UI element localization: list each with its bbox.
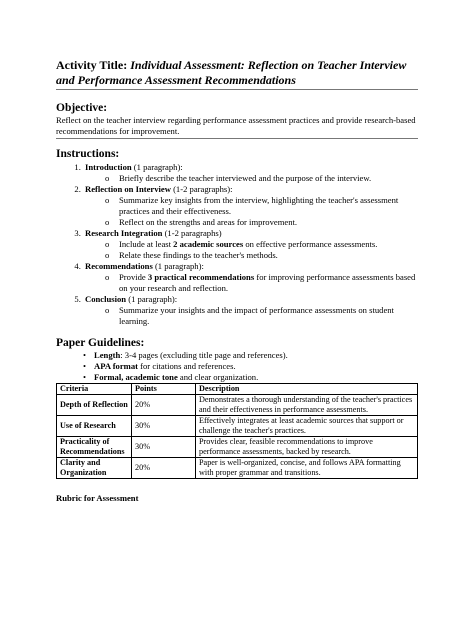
- sub-item: [105, 272, 418, 294]
- step-sublist: [85, 239, 418, 261]
- guideline-bold: APA format: [94, 361, 138, 371]
- instruction-step: [83, 184, 418, 228]
- bullet-icon: •: [83, 372, 87, 382]
- sub-text: Summarize key insights from the interview, highlighting the teacher's assessment practices and their effectiveness.: [119, 195, 399, 216]
- step-sublist: [85, 173, 418, 184]
- guideline-item: [83, 350, 418, 361]
- rubric-description: Paper is well-organized, concise, and follows APA formatting with proper grammar and transitions.: [196, 458, 418, 479]
- sub-item: [105, 173, 418, 184]
- instructions-heading: Instructions:: [56, 148, 120, 160]
- rubric-points: 20%: [132, 458, 196, 479]
- sub-text: Include at least: [119, 239, 174, 249]
- guidelines-list: [56, 350, 418, 383]
- title-prefix: Activity Title:: [56, 58, 131, 72]
- rubric-header-criteria: Criteria: [57, 384, 132, 395]
- sub-text-after: on effective performance assessments.: [243, 239, 378, 249]
- sub-text: Relate these findings to the teacher's methods.: [119, 250, 278, 260]
- guideline-item: [83, 372, 418, 383]
- hollow-bullet-icon: o: [105, 173, 110, 183]
- step-sublist: [85, 272, 418, 294]
- hollow-bullet-icon: o: [105, 239, 110, 249]
- objective-block: [56, 115, 418, 139]
- rubric-criteria: Use of Research: [57, 416, 132, 437]
- guideline-text: : 3-4 pages (excluding title page and references).: [120, 350, 288, 360]
- sub-text: Briefly describe the teacher interviewed and the purpose of the interview.: [119, 173, 372, 183]
- sub-item: [105, 217, 418, 228]
- rubric-header-description: Description: [196, 384, 418, 395]
- step-label: Recommendations: [85, 261, 153, 271]
- bullet-icon: •: [83, 350, 87, 360]
- rubric-body: [57, 395, 418, 479]
- rubric-table: [56, 383, 418, 479]
- instruction-step: [83, 261, 418, 294]
- rubric-header-points: Points: [132, 384, 196, 395]
- hollow-bullet-icon: o: [105, 250, 110, 260]
- sub-text: Summarize your insights and the impact of performance assessments on student learning.: [119, 305, 394, 326]
- sub-item: [105, 305, 418, 327]
- rubric-points: 20%: [132, 395, 196, 416]
- title-block: [56, 58, 418, 90]
- step-detail: (1 paragraph):: [131, 162, 183, 172]
- rubric-criteria: Depth of Reflection: [57, 395, 132, 416]
- step-detail: (1-2 paragraphs):: [170, 184, 233, 194]
- instruction-step: [83, 294, 418, 327]
- activity-title: [56, 58, 418, 88]
- sub-emphasis: 3 practical recommendations: [147, 272, 255, 282]
- sub-item: [105, 239, 418, 250]
- guideline-bold: Length: [94, 350, 121, 360]
- rubric-criteria: Practicality of Recommendations: [57, 437, 132, 458]
- bullet-icon: •: [83, 361, 87, 371]
- sub-emphasis: 2 academic sources: [173, 239, 244, 249]
- sub-item: [105, 250, 418, 261]
- rubric-description: Provides clear, feasible recommendations to improve performance assessments, backed by research.: [196, 437, 418, 458]
- rubric-row: [57, 395, 418, 416]
- guideline-text: and clear organization.: [177, 372, 259, 382]
- sub-text: Provide: [119, 272, 148, 282]
- step-detail: (1 paragraph):: [152, 261, 204, 271]
- instructions-list: [56, 162, 418, 327]
- hollow-bullet-icon: o: [105, 217, 110, 227]
- rubric-description: Demonstrates a thorough understanding of the teacher's practices and their effectiveness in performance assessments.: [196, 395, 418, 416]
- title-italic: Individual Assessment: Reflection on Teacher Interview and Performance Assessment Recommendations: [56, 58, 407, 87]
- sub-text-after: for improving performance assessments based on your research and reflection.: [119, 272, 416, 293]
- instruction-step: [83, 228, 418, 261]
- guidelines-heading: Paper Guidelines:: [56, 337, 145, 349]
- objective-text: Reflect on the teacher interview regarding performance assessment practices and provide research-based recommendations for improvement.: [56, 115, 416, 136]
- rubric-row: [57, 458, 418, 479]
- step-detail: (1-2 paragraphs): [162, 228, 222, 238]
- sub-text: Reflect on the strengths and areas for improvement.: [119, 217, 298, 227]
- rubric-row: [57, 416, 418, 437]
- step-label: Research Integration: [85, 228, 163, 238]
- step-sublist: [85, 195, 418, 228]
- rubric-criteria: Clarity and Organization: [57, 458, 132, 479]
- objective-heading: Objective:: [56, 102, 108, 114]
- rubric-points: 30%: [132, 416, 196, 437]
- guideline-item: [83, 361, 418, 372]
- guideline-bold: Formal, academic tone: [94, 372, 178, 382]
- step-detail: (1 paragraph):: [126, 294, 178, 304]
- rubric-caption: Rubric for Assessment: [56, 493, 139, 503]
- hollow-bullet-icon: o: [105, 195, 110, 205]
- sub-item: [105, 195, 418, 217]
- rubric-row: [57, 437, 418, 458]
- instruction-step: [83, 162, 418, 184]
- hollow-bullet-icon: o: [105, 305, 110, 315]
- rubric-points: 30%: [132, 437, 196, 458]
- step-label: Conclusion: [85, 294, 127, 304]
- rubric-header-row: [57, 384, 418, 395]
- step-label: Reflection on Interview: [85, 184, 171, 194]
- guideline-text: for citations and references.: [138, 361, 236, 371]
- rubric-description: Effectively integrates at least academic sources that support or challenge the teacher's practices.: [196, 416, 418, 437]
- hollow-bullet-icon: o: [105, 272, 110, 282]
- step-sublist: [85, 305, 418, 327]
- step-label: Introduction: [85, 162, 132, 172]
